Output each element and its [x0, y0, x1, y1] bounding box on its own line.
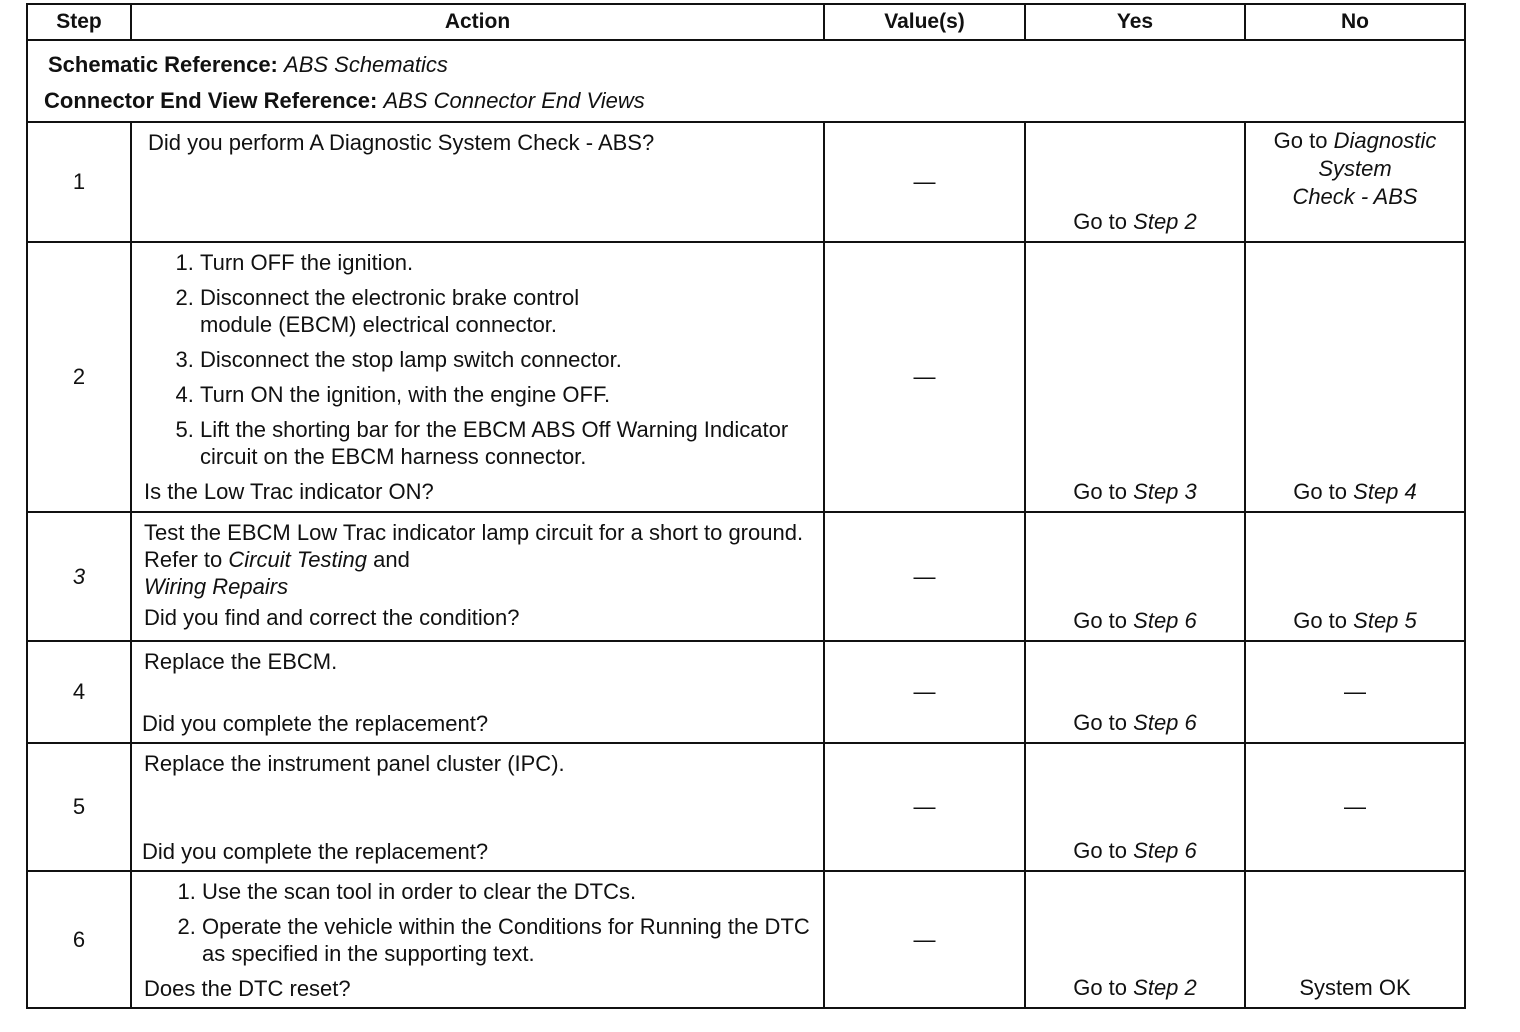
instruction-item: 3. Disconnect the stop lamp switch connector.: [200, 346, 811, 373]
action-cell: [131, 512, 824, 641]
no-prefix: Go to: [1293, 608, 1348, 633]
step-number: [27, 512, 131, 641]
no-prefix: Go to: [1273, 128, 1328, 153]
table-row: [27, 743, 1465, 871]
instruction-item: 1. Turn OFF the ignition.: [200, 249, 811, 276]
yes-prefix: Go to: [1073, 838, 1128, 863]
value-cell: —: [824, 641, 1025, 743]
table-row: [27, 242, 1465, 512]
action-cell: [131, 743, 824, 871]
instruction-item: 2. Operate the vehicle within the Conditions for Running the DTC as specified in the supporting text.: [202, 913, 812, 967]
no-result: System OK: [1299, 975, 1411, 1000]
yes-result[interactable]: [1026, 710, 1244, 736]
step-text-a: Test the EBCM Low Trac indicator lamp circuit for a short to ground. Refer to: [144, 520, 804, 572]
no-target[interactable]: Check - ABS: [1292, 184, 1418, 209]
yes-result[interactable]: [1026, 479, 1244, 505]
step-text: Replace the instrument panel cluster (IPC).: [144, 751, 565, 776]
step-text: Replace the EBCM.: [144, 649, 338, 674]
yes-target[interactable]: Step 2: [1133, 975, 1197, 1000]
no-target[interactable]: Diagnostic: [1333, 128, 1437, 153]
no-cell: —: [1245, 743, 1465, 871]
step-question: Is the Low Trac indicator ON?: [144, 479, 434, 504]
no-result[interactable]: [1246, 123, 1464, 211]
instruction-item: 5. Lift the shorting bar for the EBCM ABS Off Warning Indicator circuit on the EBCM harness connector.: [200, 416, 800, 470]
value-cell: —: [824, 122, 1025, 242]
header-action: Action: [131, 4, 824, 40]
table-row: [27, 871, 1465, 1008]
value-cell: —: [824, 871, 1025, 1008]
yes-prefix: Go to: [1073, 608, 1128, 633]
value-cell: —: [824, 242, 1025, 512]
no-cell: [1245, 242, 1465, 512]
no-target[interactable]: Step 4: [1353, 479, 1417, 504]
connector-reference: [44, 83, 1446, 119]
step-question: Does the DTC reset?: [144, 976, 351, 1001]
yes-result[interactable]: [1026, 608, 1244, 634]
step-number: 1: [27, 122, 131, 242]
yes-cell: [1025, 122, 1245, 242]
reference-row: [27, 40, 1465, 122]
action-cell: [131, 122, 824, 242]
yes-cell: [1025, 871, 1245, 1008]
wiring-repairs-link[interactable]: Wiring Repairs: [144, 574, 289, 599]
no-cell: —: [1245, 641, 1465, 743]
no-result[interactable]: [1246, 608, 1464, 634]
yes-cell: [1025, 641, 1245, 743]
step-number: 4: [27, 641, 131, 743]
step-question: Did you complete the replacement?: [142, 711, 489, 736]
step-instructions: [144, 878, 811, 967]
yes-cell: [1025, 242, 1245, 512]
value-cell: —: [824, 512, 1025, 641]
step-number: 6: [27, 871, 131, 1008]
connector-reference-link[interactable]: ABS Connector End Views: [383, 88, 645, 113]
reference-cell: [27, 40, 1465, 122]
diagnostic-table: [26, 3, 1466, 1009]
step-number: 2: [27, 242, 131, 512]
schematic-reference: [48, 47, 1446, 83]
step-instructions: [144, 249, 811, 470]
table-row: [27, 122, 1465, 242]
instruction-item: 4. Turn ON the ignition, with the engine OFF.: [200, 381, 811, 408]
no-cell: [1245, 871, 1465, 1008]
step-text: [144, 519, 804, 600]
step-question: Did you find and correct the condition?: [144, 605, 520, 630]
no-prefix: Go to: [1293, 479, 1348, 504]
yes-target[interactable]: Step 6: [1133, 710, 1197, 735]
yes-result[interactable]: [1026, 209, 1244, 235]
table-row: [27, 512, 1465, 641]
yes-cell: [1025, 512, 1245, 641]
action-cell: [131, 242, 824, 512]
action-cell: [131, 641, 824, 743]
header-values: Value(s): [824, 4, 1025, 40]
instruction-item: 2. Disconnect the electronic brake control module (EBCM) electrical connector.: [200, 284, 640, 338]
yes-prefix: Go to: [1073, 209, 1128, 234]
step-question: Did you perform A Diagnostic System Check - ABS?: [148, 130, 655, 155]
no-cell: [1245, 122, 1465, 242]
connector-reference-label: Connector End View Reference:: [44, 88, 378, 113]
yes-prefix: Go to: [1073, 479, 1128, 504]
yes-target[interactable]: Step 6: [1133, 838, 1197, 863]
step-number-text: 3: [72, 563, 86, 589]
step-number: 5: [27, 743, 131, 871]
yes-target[interactable]: Step 3: [1133, 479, 1197, 504]
table-row: [27, 641, 1465, 743]
yes-cell: [1025, 743, 1245, 871]
header-row: [27, 4, 1465, 40]
yes-target[interactable]: Step 2: [1133, 209, 1197, 234]
step-text-b: and: [373, 547, 410, 572]
instruction-item: 1. Use the scan tool in order to clear the DTCs.: [202, 878, 811, 905]
step-question: Did you complete the replacement?: [142, 839, 489, 864]
yes-prefix: Go to: [1073, 975, 1128, 1000]
header-step: Step: [27, 4, 131, 40]
header-no: No: [1245, 4, 1465, 40]
value-cell: —: [824, 743, 1025, 871]
yes-prefix: Go to: [1073, 710, 1128, 735]
no-target[interactable]: Step 5: [1353, 608, 1417, 633]
schematic-reference-label: Schematic Reference:: [48, 52, 278, 77]
yes-target[interactable]: Step 6: [1133, 608, 1197, 633]
header-yes: Yes: [1025, 4, 1245, 40]
no-cell: [1245, 512, 1465, 641]
no-result[interactable]: [1246, 479, 1464, 505]
action-cell: [131, 871, 824, 1008]
yes-result[interactable]: [1026, 975, 1244, 1001]
yes-result[interactable]: [1026, 838, 1244, 864]
circuit-testing-link[interactable]: Circuit Testing: [228, 547, 367, 572]
no-target[interactable]: System: [1318, 156, 1392, 181]
schematic-reference-link[interactable]: ABS Schematics: [284, 52, 448, 77]
